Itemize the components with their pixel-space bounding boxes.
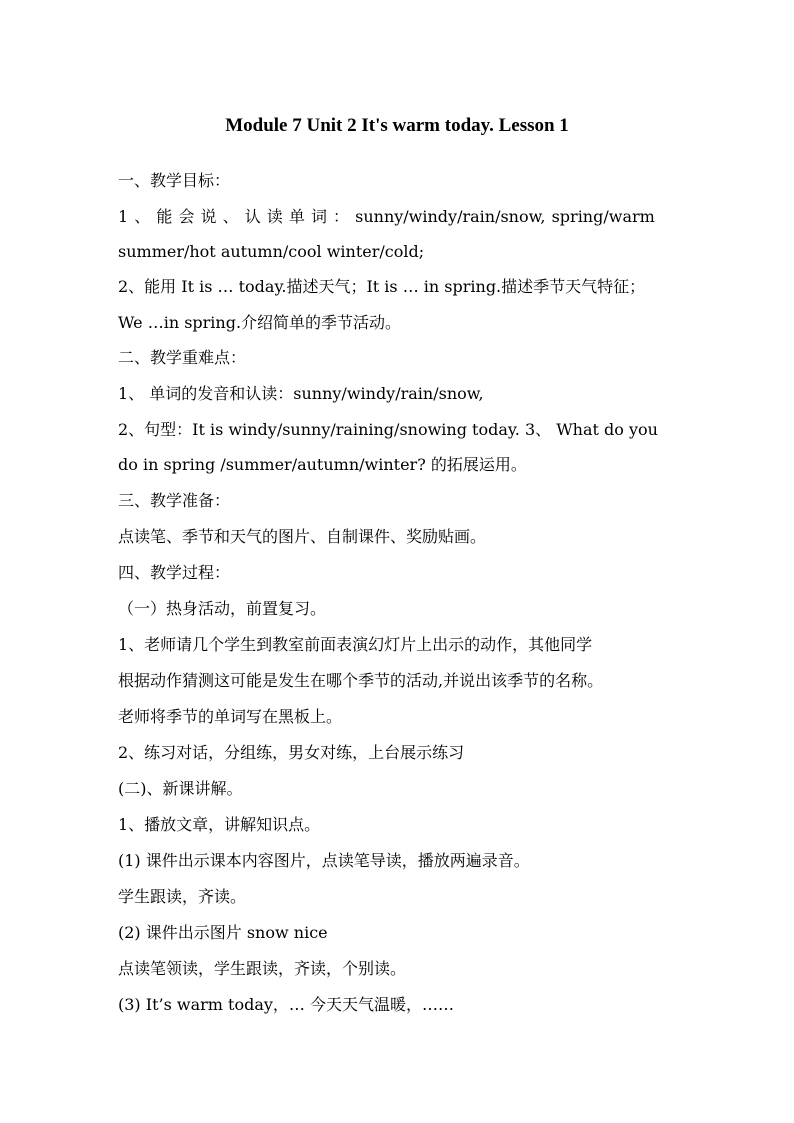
objective-1: 1 、 能 会 说 、 认 读 单 词 ： sunny/windy/rain/snow, spring/warm: [118, 207, 655, 226]
process-paragraph-line-3: 老师将季节的单词写在黑板上。: [118, 707, 343, 726]
process-item-3: (3) It’s warm today，… 今天天气温暖，……: [118, 995, 454, 1014]
process-paragraph-line-1: 1、老师请几个学生到教室前面表演幻灯片上出示的动作，其他同学: [118, 635, 593, 654]
process-item-2: (2) 课件出示图片 snow nice: [118, 923, 328, 942]
objective-2: 2、能用 It is … today.描述天气；It is … in spring.描述季节天气特征；: [118, 277, 646, 296]
objective-2-cont: We …in spring.介绍简单的季节活动。: [118, 313, 402, 332]
process-step-2-heading: (二)、新课讲解。: [118, 779, 243, 798]
process-step-1-heading: （一）热身活动，前置复习。: [118, 599, 327, 618]
process-item-2-cont: 点读笔领读，学生跟读，齐读，个别读。: [118, 959, 407, 978]
section-heading-process: 四、教学过程：: [118, 563, 231, 582]
objective-1-cont: summer/hot autumn/cool winter/cold;: [118, 242, 425, 261]
process-item-1-cont: 学生跟读，齐读。: [118, 887, 247, 906]
section-heading-preparation: 三、教学准备：: [118, 491, 231, 510]
process-paragraph-line-2: 根据动作猜测这可能是发生在哪个季节的活动,并说出该季节的名称。: [118, 671, 604, 690]
process-practice: 2、练习对话，分组练，男女对练，上台展示练习: [118, 743, 465, 762]
key-point-2-cont: do in spring /summer/autumn/winter? 的拓展运用。: [118, 455, 527, 474]
process-item-1: (1) 课件出示课本内容图片，点读笔导读，播放两遍录音。: [118, 851, 530, 870]
preparation-text: 点读笔、季节和天气的图片、自制课件、奖励贴画。: [118, 527, 487, 546]
section-heading-objectives: 一、教学目标：: [118, 171, 231, 190]
key-point-1: 1、 单词的发音和认读：sunny/windy/rain/snow,: [118, 384, 484, 403]
process-play-article: 1、播放文章，讲解知识点。: [118, 815, 321, 834]
section-heading-key-points: 二、教学重难点：: [118, 348, 247, 367]
key-point-2: 2、句型：It is windy/sunny/raining/snowing today. 3、 What do you: [118, 420, 658, 439]
lesson-title: Module 7 Unit 2 It's warm today. Lesson 1: [225, 115, 569, 136]
